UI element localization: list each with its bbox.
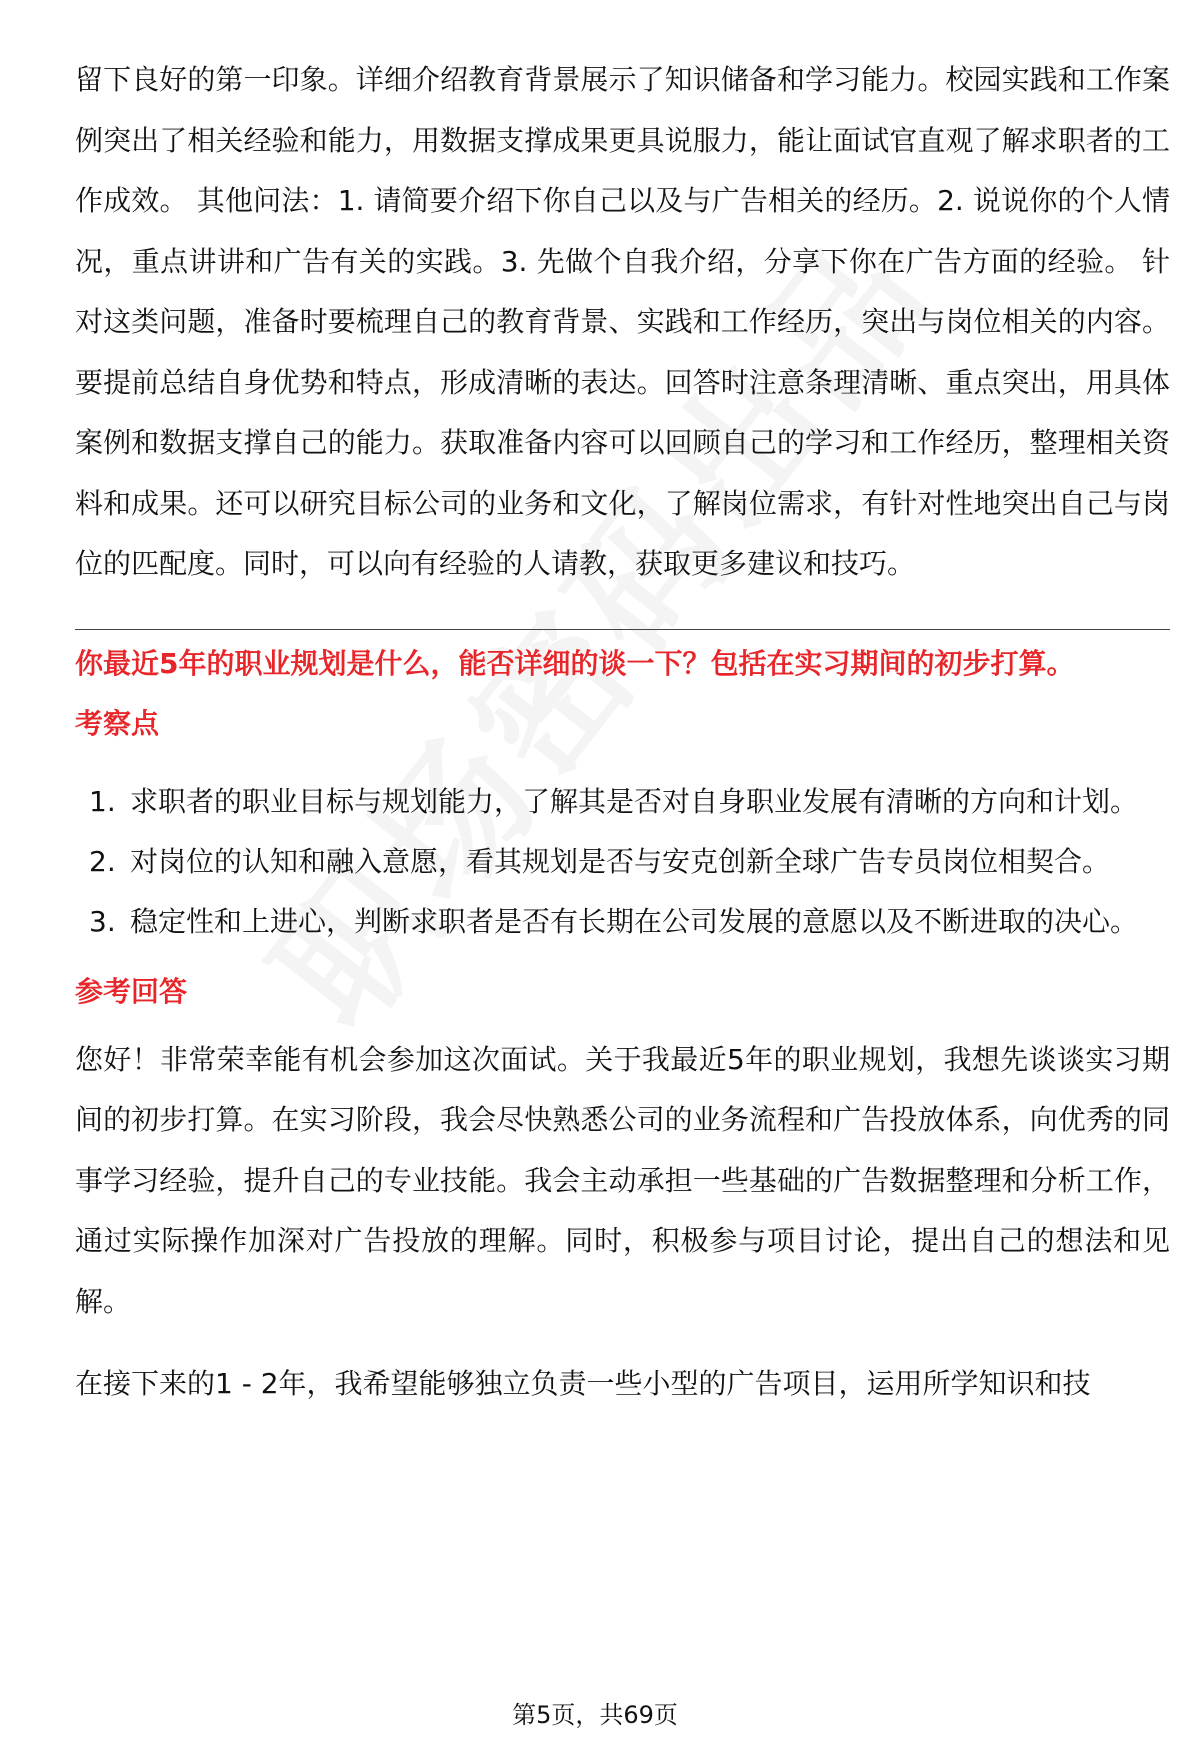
answer-paragraph: 在接下来的1 - 2年，我希望能够独立负责一些小型的广告项目，运用所学知识和技 bbox=[75, 1367, 1091, 1400]
assessment-heading: 考察点 bbox=[75, 706, 160, 740]
list-item-text: 稳定性和上进心，判断求职者是否有长期在公司发展的意愿以及不断进取的决心。 bbox=[130, 904, 1139, 938]
list-item bbox=[75, 892, 1170, 952]
page-footer: 第5页，共69页 bbox=[512, 1701, 678, 1729]
list-item bbox=[75, 832, 1170, 892]
list-item bbox=[75, 772, 1170, 832]
section-divider bbox=[75, 629, 1170, 630]
assessment-list bbox=[75, 772, 1170, 952]
list-item-number: 1. bbox=[89, 784, 116, 818]
answer-paragraph: 您好！非常荣幸能有机会参加这次面试。关于我最近5年的职业规划，我想先谈谈实习期间的初步打算。在实习阶段，我会尽快熟悉公司的业务流程和广告投放体系，向优秀的同事学习经验，提升自己的专业技能。我会主动承担一些基础的广告数据整理和分析工作，通过实际操作加深对广告投放的理解。同时，积极参与项目讨论，提出自己的想法和见解。 bbox=[75, 1042, 1170, 1318]
list-item-number: 2. bbox=[89, 844, 116, 878]
list-item-text: 求职者的职业目标与规划能力，了解其是否对自身职业发展有清晰的方向和计划。 bbox=[130, 784, 1139, 818]
question-title: 你最近5年的职业规划是什么，能否详细的谈一下？包括在实习期间的初步打算。 bbox=[75, 646, 1075, 680]
intro-paragraph: 留下良好的第一印象。详细介绍教育背景展示了知识储备和学习能力。校园实践和工作案例突出了相关经验和能力，用数据支撑成果更具说服力，能让面试官直观了解求职者的工作成效。 其他问法：1. 请简要介绍下你自己以及与广告相关的经历。2. 说说你的个人情况，重点讲讲和广告有关的实践。3. 先做个自我介绍，分享下你在广告方面的经验。 针对这类问题，准备时要梳理自己的教育背景、实践和工作经历，突出与岗位相关的内容。要提前总结自身优势和特点，形成清晰的表达。回答时注意条理清晰、重点突出，用具体案例和数据支撑自己的能力。获取准备内容可以回顾自己的学习和工作经历，整理相关资料和成果。还可以研究目标公司的业务和文化，了解岗位需求，有针对性地突出自己与岗位的匹配度。同时，可以向有经验的人请教，获取更多建议和技巧。 bbox=[75, 63, 1170, 580]
list-item-text: 对岗位的认知和融入意愿，看其规划是否与安克创新全球广告专员岗位相契合。 bbox=[130, 844, 1111, 878]
page-content bbox=[75, 50, 1170, 1415]
list-item-number: 3. bbox=[89, 904, 116, 938]
answer-heading: 参考回答 bbox=[75, 974, 188, 1008]
